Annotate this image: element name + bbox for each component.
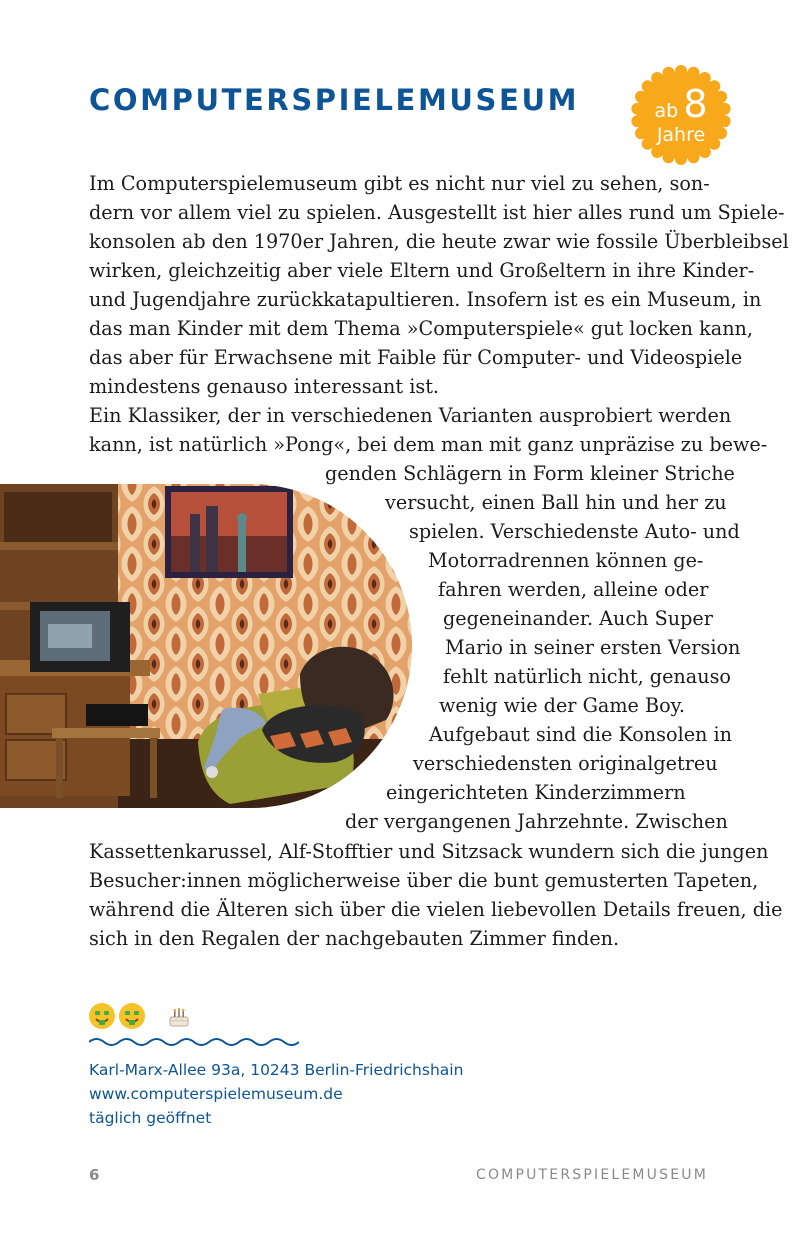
age-number: 8 (683, 82, 708, 126)
museum-room-photo (0, 484, 412, 808)
body-line: Motorradrennen können ge- (428, 549, 704, 572)
address: Karl-Marx-Allee 93a, 10243 Berlin-Friedrichshain (89, 1061, 464, 1079)
body-line: genden Schlägern in Form kleiner Striche (325, 462, 735, 485)
money-face-icon (119, 1003, 145, 1029)
age-badge (630, 64, 732, 166)
body-line: Im Computerspielemuseum gibt es nicht nur viel zu sehen, son- (89, 172, 710, 195)
body-line: dern vor allem viel zu spielen. Ausgestellt ist hier alles rund um Spiele- (89, 201, 785, 224)
body-line: verschiedensten originalgetreu (413, 752, 718, 775)
body-line: Aufgebaut sind die Konsolen in (429, 723, 733, 746)
body-line: fehlt natürlich nicht, genauso (443, 665, 731, 688)
body-line: wenig wie der Game Boy. (439, 694, 686, 717)
body-line: das aber für Erwachsene mit Faible für Computer- und Videospiele (89, 346, 743, 369)
wave-divider-icon (89, 1036, 299, 1048)
body-line: eingerichteten Kinderzimmern (386, 781, 686, 804)
running-head: COMPUTERSPIELEMUSEUM (475, 1167, 708, 1183)
body-line: fahren werden, alleine oder (438, 578, 709, 601)
age-unit: Jahre (656, 124, 706, 146)
body-line: und Jugendjahre zurückkatapultieren. Insofern ist es ein Museum, in (89, 288, 762, 311)
body-line: spielen. Verschiedenste Auto- und (409, 520, 740, 543)
opening-hours: täglich geöffnet (89, 1109, 212, 1127)
body-line: gegeneinander. Auch Super (443, 607, 713, 630)
body-line: das man Kinder mit dem Thema »Computerspiele« gut locken kann, (89, 317, 754, 340)
money-face-icon (89, 1003, 115, 1029)
page-number: 6 (89, 1166, 100, 1184)
body-line: während die Älteren sich über die vielen liebevollen Details freuen, die (89, 898, 783, 921)
body-line: mindestens genauso interessant ist. (89, 375, 440, 398)
body-line: Ein Klassiker, der in verschiedenen Varianten ausprobiert werden (89, 404, 732, 427)
body-line: Mario in seiner ersten Version (445, 636, 741, 659)
body-line: Besucher:innen möglicherweise über die bunt gemusterten Tapeten, (89, 869, 759, 892)
body-line: Kassettenkarussel, Alf-Stofftier und Sitzsack wundern sich die jungen (89, 840, 769, 863)
birthday-cake-icon (167, 1005, 191, 1029)
body-line: kann, ist natürlich »Pong«, bei dem man mit ganz unpräzise zu bewe- (89, 433, 768, 456)
website-link[interactable]: www.computerspielemuseum.de (89, 1085, 343, 1103)
body-line: sich in den Regalen der nachgebauten Zimmer finden. (89, 927, 620, 950)
body-line: der vergangenen Jahrzehnte. Zwischen (345, 810, 728, 833)
body-line: versucht, einen Ball hin und her zu (385, 491, 727, 514)
body-line: konsolen ab den 1970er Jahren, die heute zwar wie fossile Überbleibsel (89, 230, 789, 253)
page-title: COMPUTERSPIELEMUSEUM (89, 83, 580, 117)
body-line: wirken, gleichzeitig aber viele Eltern und Großeltern in ihre Kinder- (89, 259, 755, 282)
age-prefix: ab (654, 100, 679, 122)
